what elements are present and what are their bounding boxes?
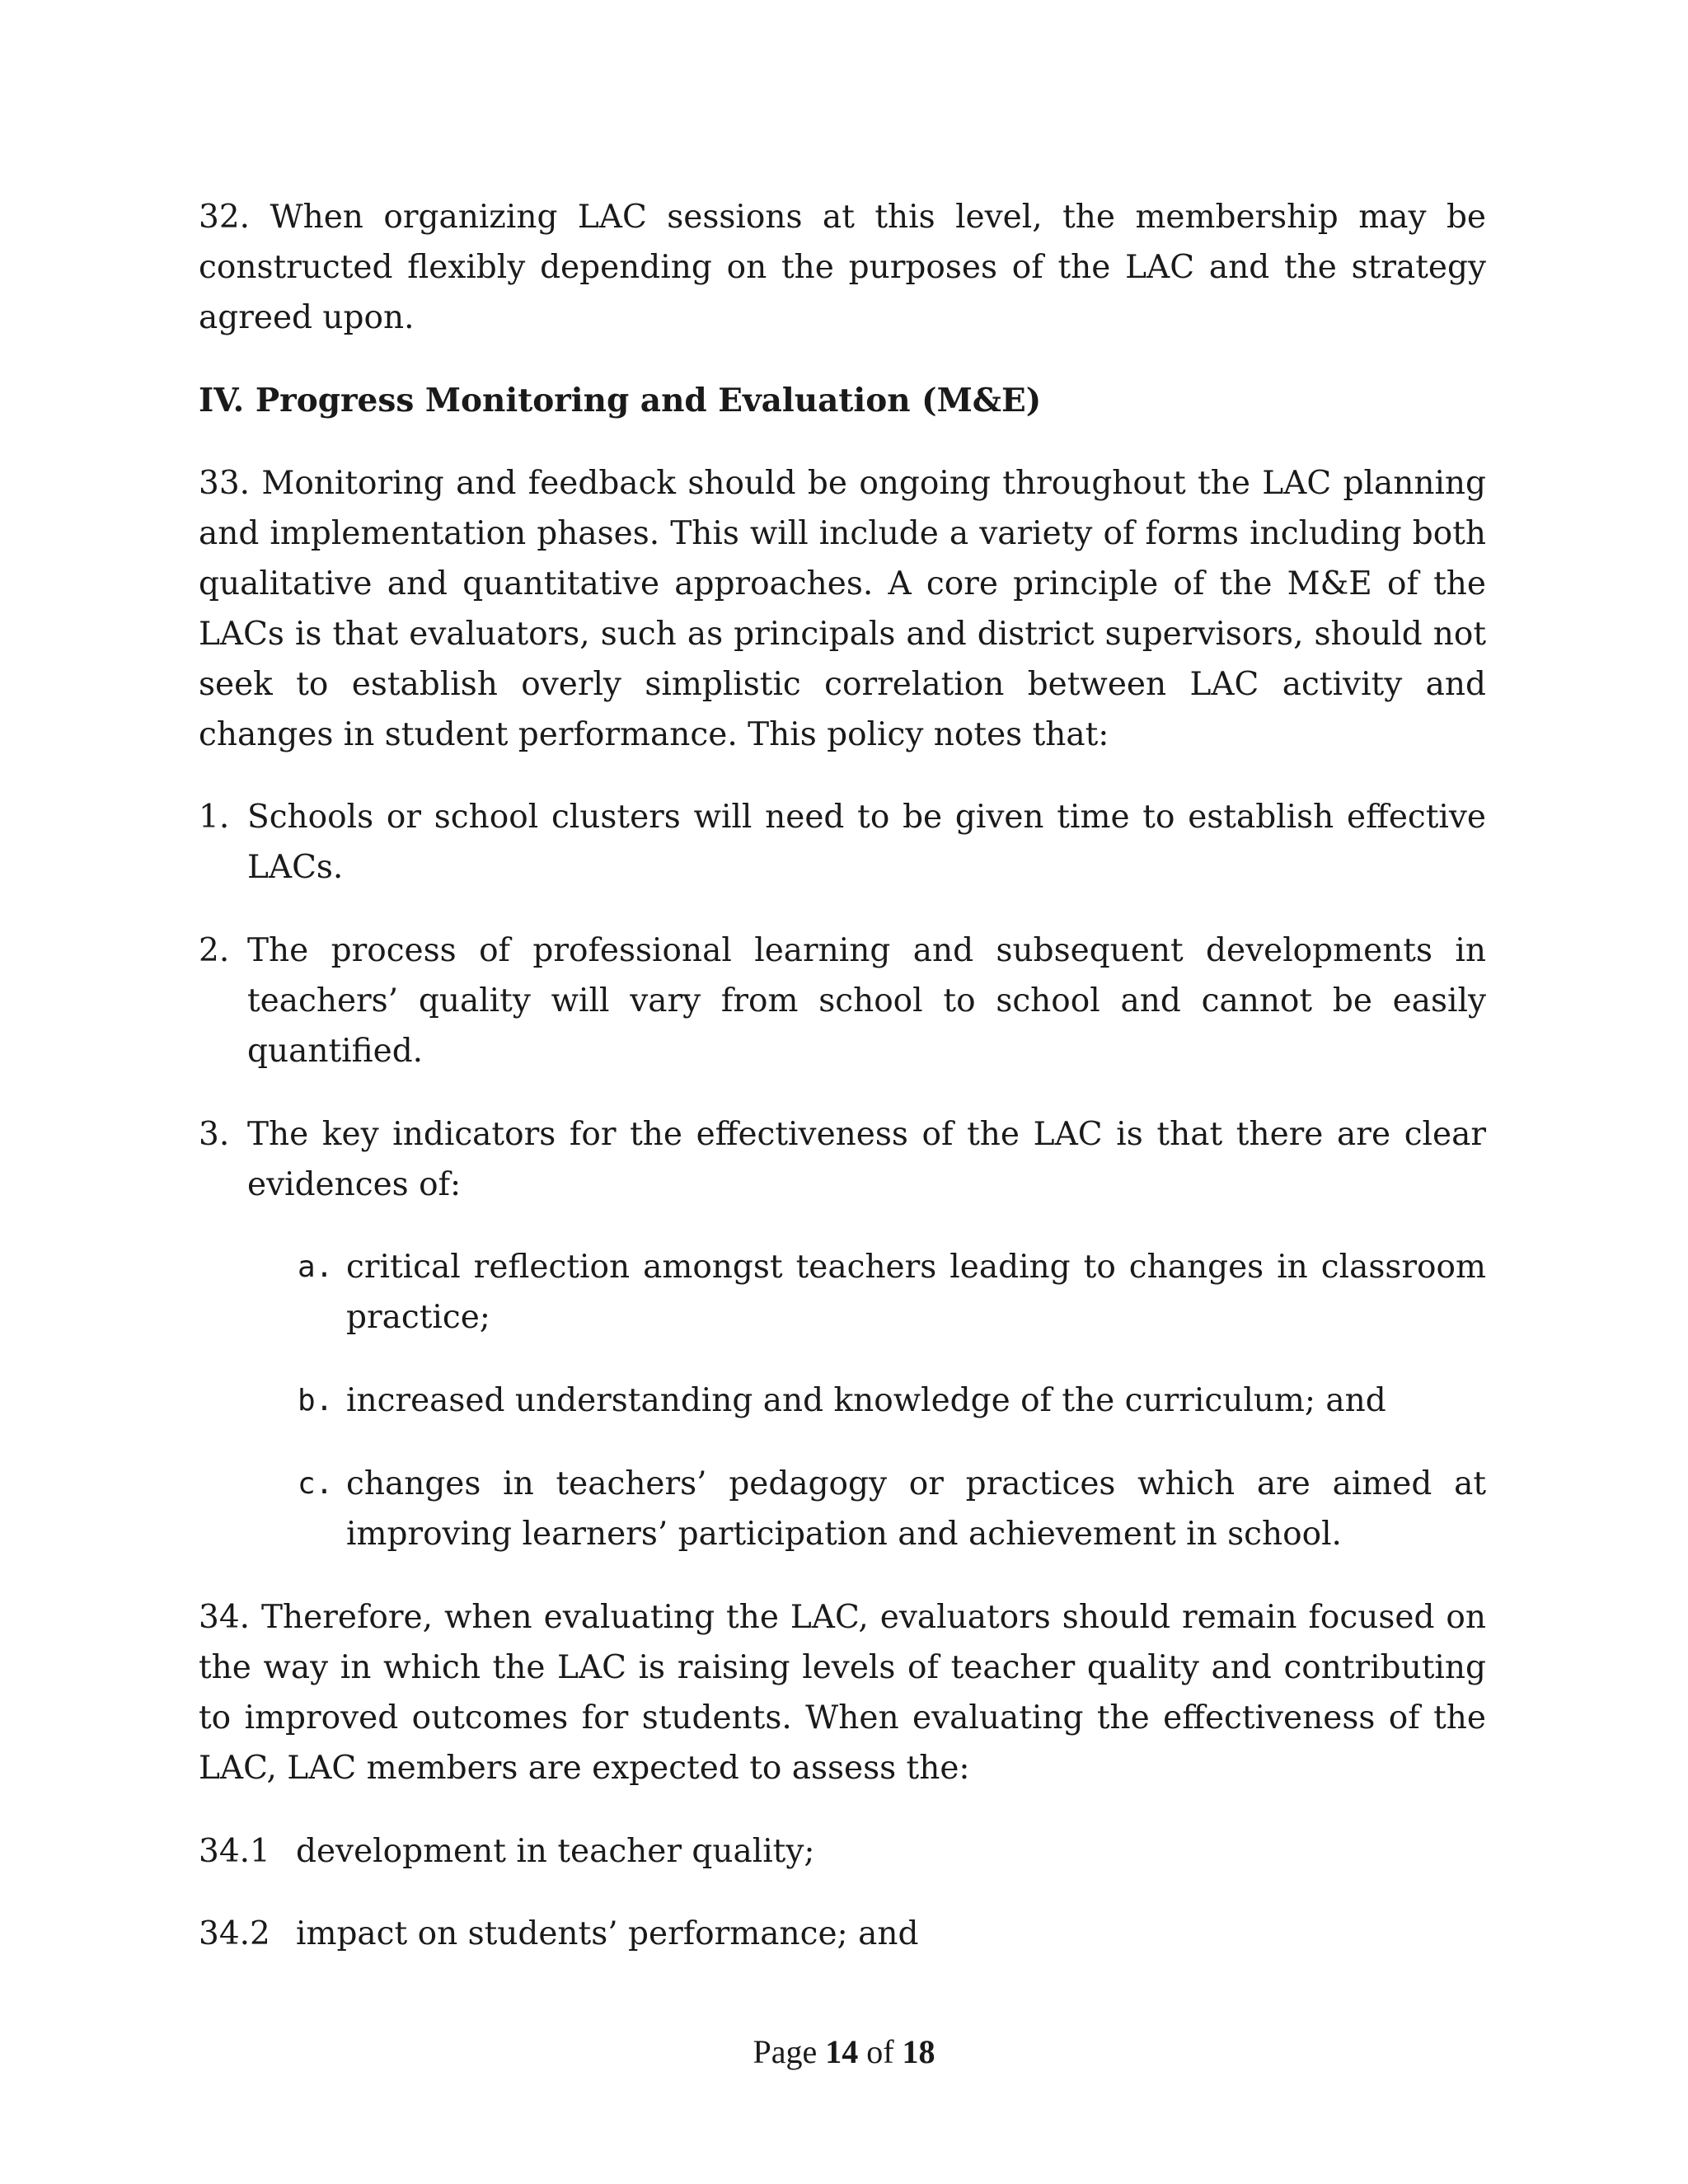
sub-item [199, 1826, 1486, 1877]
footer-current-page: 14 [825, 2033, 859, 2070]
sub-item-number: 34.2 [199, 1915, 270, 1952]
section-heading-text: IV. Progress Monitoring and Evaluation (M&E) [199, 382, 1042, 419]
paragraph-32 [199, 192, 1486, 343]
page-footer [0, 2032, 1688, 2071]
footer-total-pages: 18 [902, 2033, 935, 2070]
list-item-number: 3. [199, 1116, 230, 1153]
sub-list-text: changes in teachers’ pedagogy or practices which are aimed at improving learners’ participation and achievement in school. [346, 1465, 1486, 1553]
paragraph-34-text: 34. Therefore, when evaluating the LAC, evaluators should remain focused on the way in which the LAC is raising levels of teacher quality and contributing to improved outcomes for students. When evaluating the effectiveness of the LAC, LAC members are expected to assess the: [199, 1599, 1486, 1787]
paragraph-33 [199, 458, 1486, 760]
list-item [199, 792, 1486, 893]
sub-list-text: critical reflection amongst teachers leading to changes in classroom practice; [346, 1249, 1486, 1336]
sub-item [199, 1909, 1486, 1959]
footer-of-word: of [866, 2033, 894, 2070]
paragraph-33-text: 33. Monitoring and feedback should be ongoing throughout the LAC planning and implementation phases. This will include a variety of forms including both qualitative and quantitative approaches. A core principle of the M&E of the LACs is that evaluators, such as principals and district supervisors, should not seek to establish overly simplistic correlation between LAC activity and changes in student performance. This policy notes that: [199, 465, 1486, 753]
sub-list-item [298, 1376, 1486, 1426]
list-item [199, 1109, 1486, 1210]
list-item-text: The key indicators for the effectiveness of the LAC is that there are clear evidences of: [247, 1116, 1486, 1203]
list-item [199, 926, 1486, 1076]
paragraph-34 [199, 1592, 1486, 1793]
list-item-number: 1. [199, 799, 230, 836]
paragraph-32-text: 32. When organizing LAC sessions at this level, the membership may be constructed flexibly depending on the purposes of the LAC and the strategy agreed upon. [199, 199, 1486, 336]
sub-list-item [298, 1459, 1486, 1559]
footer-page-word: Page [753, 2033, 818, 2070]
sub-item-text: development in teacher quality; [296, 1833, 815, 1870]
list-item-text: Schools or school clusters will need to be given time to establish effective LACs. [247, 799, 1486, 886]
sub-item-text: impact on students’ performance; and [296, 1915, 919, 1952]
sub-list-text: increased understanding and knowledge of the curriculum; and [346, 1382, 1386, 1419]
sub-list-item [298, 1242, 1486, 1343]
sub-list-letter: b. [298, 1384, 334, 1418]
sub-list-letter: a. [298, 1250, 334, 1284]
sub-item-number: 34.1 [199, 1833, 270, 1870]
list-item-number: 2. [199, 932, 230, 969]
sub-list-letter: c. [298, 1467, 334, 1501]
list-item-text: The process of professional learning and subsequent developments in teachers’ quality will vary from school to school and cannot be easily quantified. [247, 932, 1486, 1070]
section-heading [199, 376, 1486, 426]
